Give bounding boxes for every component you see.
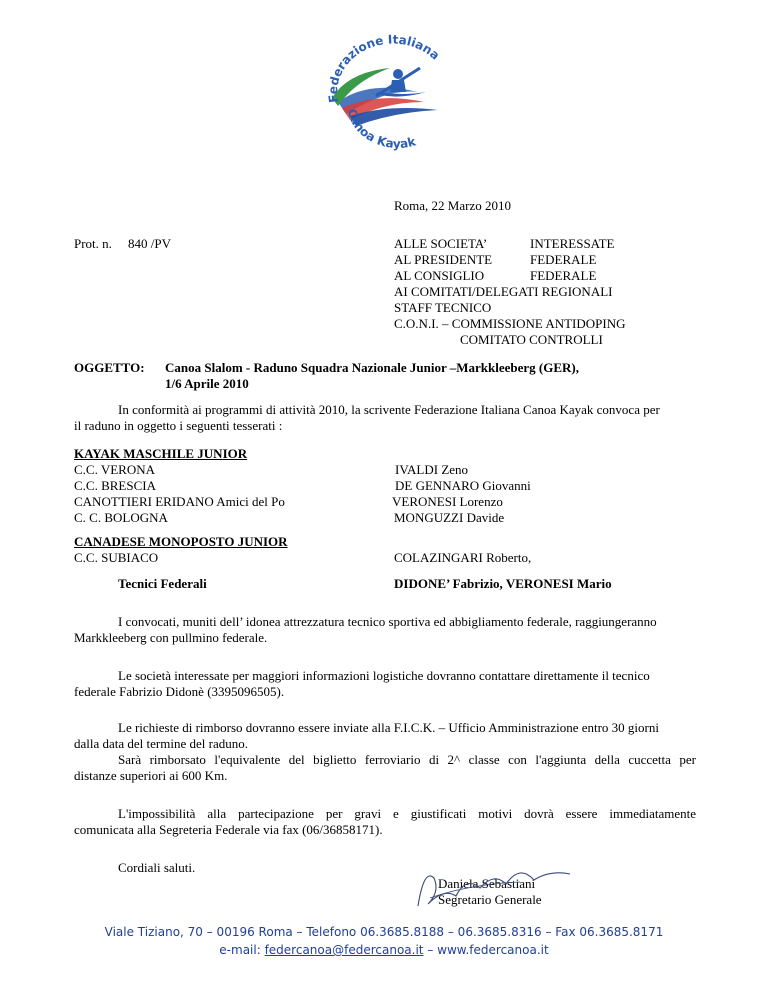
- intro-text: In conformità ai programmi di attività 2010, la scrivente Federazione Italiana Canoa Kayak convoca per: [118, 402, 660, 417]
- footer-separator: –: [423, 943, 438, 957]
- club-name: C.C. BRESCIA: [74, 478, 156, 493]
- recipient-line: C.O.N.I. – COMMISSIONE ANTIDOPING: [394, 316, 626, 331]
- footer-contacts: [0, 943, 768, 957]
- recipient-line: ALLE SOCIETA’: [394, 236, 488, 251]
- body-text-justified: L'impossibilità alla partecipazione per gravi e giustificati motivi dovrà essere immediatamente: [118, 806, 696, 821]
- body-text-justified: Sarà rimborsato l'equivalente del biglietto ferroviario di 2^ classe con l'aggiunta della cuccetta per: [118, 752, 696, 767]
- intro-text: il raduno in oggetto i seguenti tesserati :: [74, 418, 283, 433]
- svg-text:Federazione Italiana: Federazione Italiana: [325, 32, 443, 104]
- club-name: C.C. SUBIACO: [74, 550, 159, 565]
- recipient-line: COMITATO CONTROLLI: [460, 332, 603, 347]
- website-link[interactable]: www.federcanoa.it: [437, 943, 549, 957]
- body-text: Le richieste di rimborso dovranno essere inviate alla F.I.C.K. – Ufficio Amministrazione entro 30 giorni: [118, 720, 659, 735]
- section-heading-canadese: CANADESE MONOPOSTO JUNIOR: [74, 534, 288, 549]
- athlete-name: COLAZINGARI Roberto,: [394, 550, 532, 565]
- body-text: federale Fabrizio Didonè (3395096505).: [74, 684, 285, 699]
- email-label: e-mail:: [219, 943, 265, 957]
- place-date: Roma, 22 Marzo 2010: [394, 198, 511, 213]
- club-name: C.C. VERONA: [74, 462, 156, 477]
- body-text: I convocati, muniti dell’ idonea attrezzatura tecnico sportiva ed abbigliamento federale, raggiungeranno: [118, 614, 657, 629]
- club-name: CANOTTIERI ERIDANO Amici del Po: [74, 494, 285, 509]
- athlete-name: MONGUZZI Davide: [394, 510, 505, 525]
- recipient-line: STAFF TECNICO: [394, 300, 492, 315]
- closing-greeting: Cordiali saluti.: [118, 860, 196, 875]
- body-text: distanze superiori ai 600 Km.: [74, 768, 228, 783]
- handwritten-signature: [410, 858, 580, 914]
- recipient-line: FEDERALE: [530, 252, 597, 267]
- recipient-line: AI COMITATI/DELEGATI REGIONALI: [394, 284, 613, 299]
- body-text: comunicata alla Segreteria Federale via fax (06/36858171).: [74, 822, 383, 837]
- athlete-name: DE GENNARO Giovanni: [395, 478, 531, 493]
- federation-logo: [298, 32, 480, 152]
- signer-name: Daniela Sebastiani: [438, 876, 536, 891]
- athlete-name: VERONESI Lorenzo: [392, 494, 503, 509]
- email-link[interactable]: federcanoa@federcanoa.it: [264, 943, 424, 957]
- subject-line: 1/6 Aprile 2010: [165, 376, 249, 391]
- section-heading-kayak: KAYAK MASCHILE JUNIOR: [74, 446, 248, 461]
- body-text: Markkleeberg con pullmino federale.: [74, 630, 268, 645]
- recipient-line: AL CONSIGLIO: [394, 268, 485, 283]
- athlete-name: IVALDI Zeno: [395, 462, 469, 477]
- prot-label: Prot. n.: [74, 236, 112, 251]
- tecnici-names: DIDONE’ Fabrizio, VERONESI Mario: [394, 576, 612, 591]
- recipient-line: FEDERALE: [530, 268, 597, 283]
- recipient-line: INTERESSATE: [530, 236, 615, 251]
- body-text: dalla data del termine del raduno.: [74, 736, 248, 751]
- recipient-line: AL PRESIDENTE: [394, 252, 493, 267]
- canoe-logo-icon: [298, 32, 480, 152]
- club-name: C. C. BOLOGNA: [74, 510, 168, 525]
- signer-role: Segretario Generale: [438, 892, 542, 907]
- subject-label: OGGETTO:: [74, 360, 145, 375]
- footer-address: Viale Tiziano, 70 – 00196 Roma – Telefono 06.3685.8188 – 06.3685.8316 – Fax 06.3685.8171: [104, 925, 664, 939]
- prot-number: 840 /PV: [128, 236, 171, 251]
- svg-text:Canoa Kayak: Canoa Kayak: [344, 107, 418, 151]
- body-text: Le società interessate per maggiori informazioni logistiche dovranno contattare direttamente il tecnico: [118, 668, 650, 683]
- subject-line: Canoa Slalom - Raduno Squadra Nazionale Junior –Markkleeberg (GER),: [165, 360, 579, 375]
- tecnici-label: Tecnici Federali: [118, 576, 207, 591]
